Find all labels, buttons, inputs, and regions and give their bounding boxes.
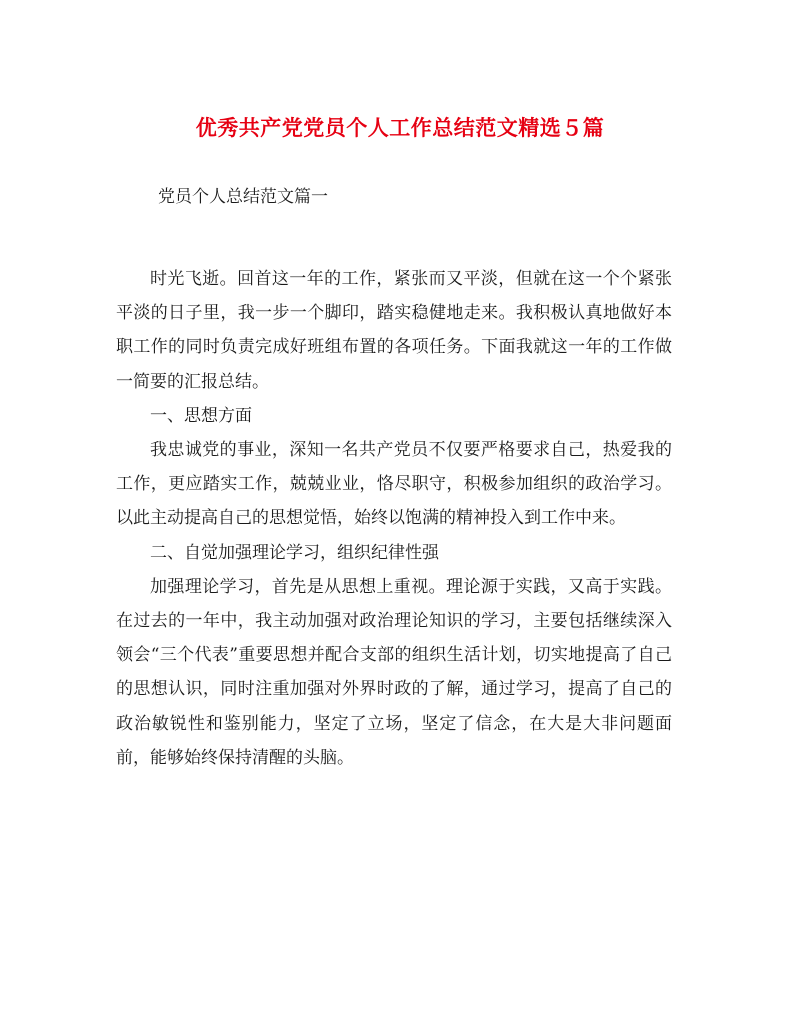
document-body — [116, 262, 672, 775]
paragraph-theory: 加强理论学习，首先是从思想上重视。理论源于实践，又高于实践。在过去的一年中，我主动加强对政治理论知识的学习，主要包括继续深入领会“三个代表”重要思想并配合支部的组织生活计划，切实地提高了自己的思想认识，同时注重加强对外界时政的了解，通过学习，提高了自己的政治敏锐性和鉴别能力，坚定了立场，坚定了信念，在大是大非问题面前，能够始终保持清醒的头脑。 — [116, 576, 672, 768]
heading-theory: 二、自觉加强理论学习，组织纪律性强 — [150, 542, 439, 563]
heading-thought: 一、思想方面 — [150, 405, 252, 426]
document-title: 优秀共产党党员个人工作总结范文精选５篇 — [195, 115, 605, 140]
paragraph-thought: 我忠诚党的事业，深知一名共产党员不仅要严格要求自己，热爱我的工作，更应踏实工作，兢兢业业，恪尽职守，积极参加组织的政治学习。以此主动提高自己的思想觉悟，始终以饱满的精神投入到工作中来。 — [116, 440, 672, 529]
section-heading: 党员个人总结范文篇一 — [158, 187, 328, 207]
paragraph-intro: 时光飞逝。回首这一年的工作，紧张而又平淡，但就在这一个个紧张平淡的日子里，我一步一个脚印，踏实稳健地走来。我积极认真地做好本职工作的同时负责完成好班组布置的各项任务。下面我就这一年的工作做一简要的汇报总结。 — [116, 269, 672, 392]
